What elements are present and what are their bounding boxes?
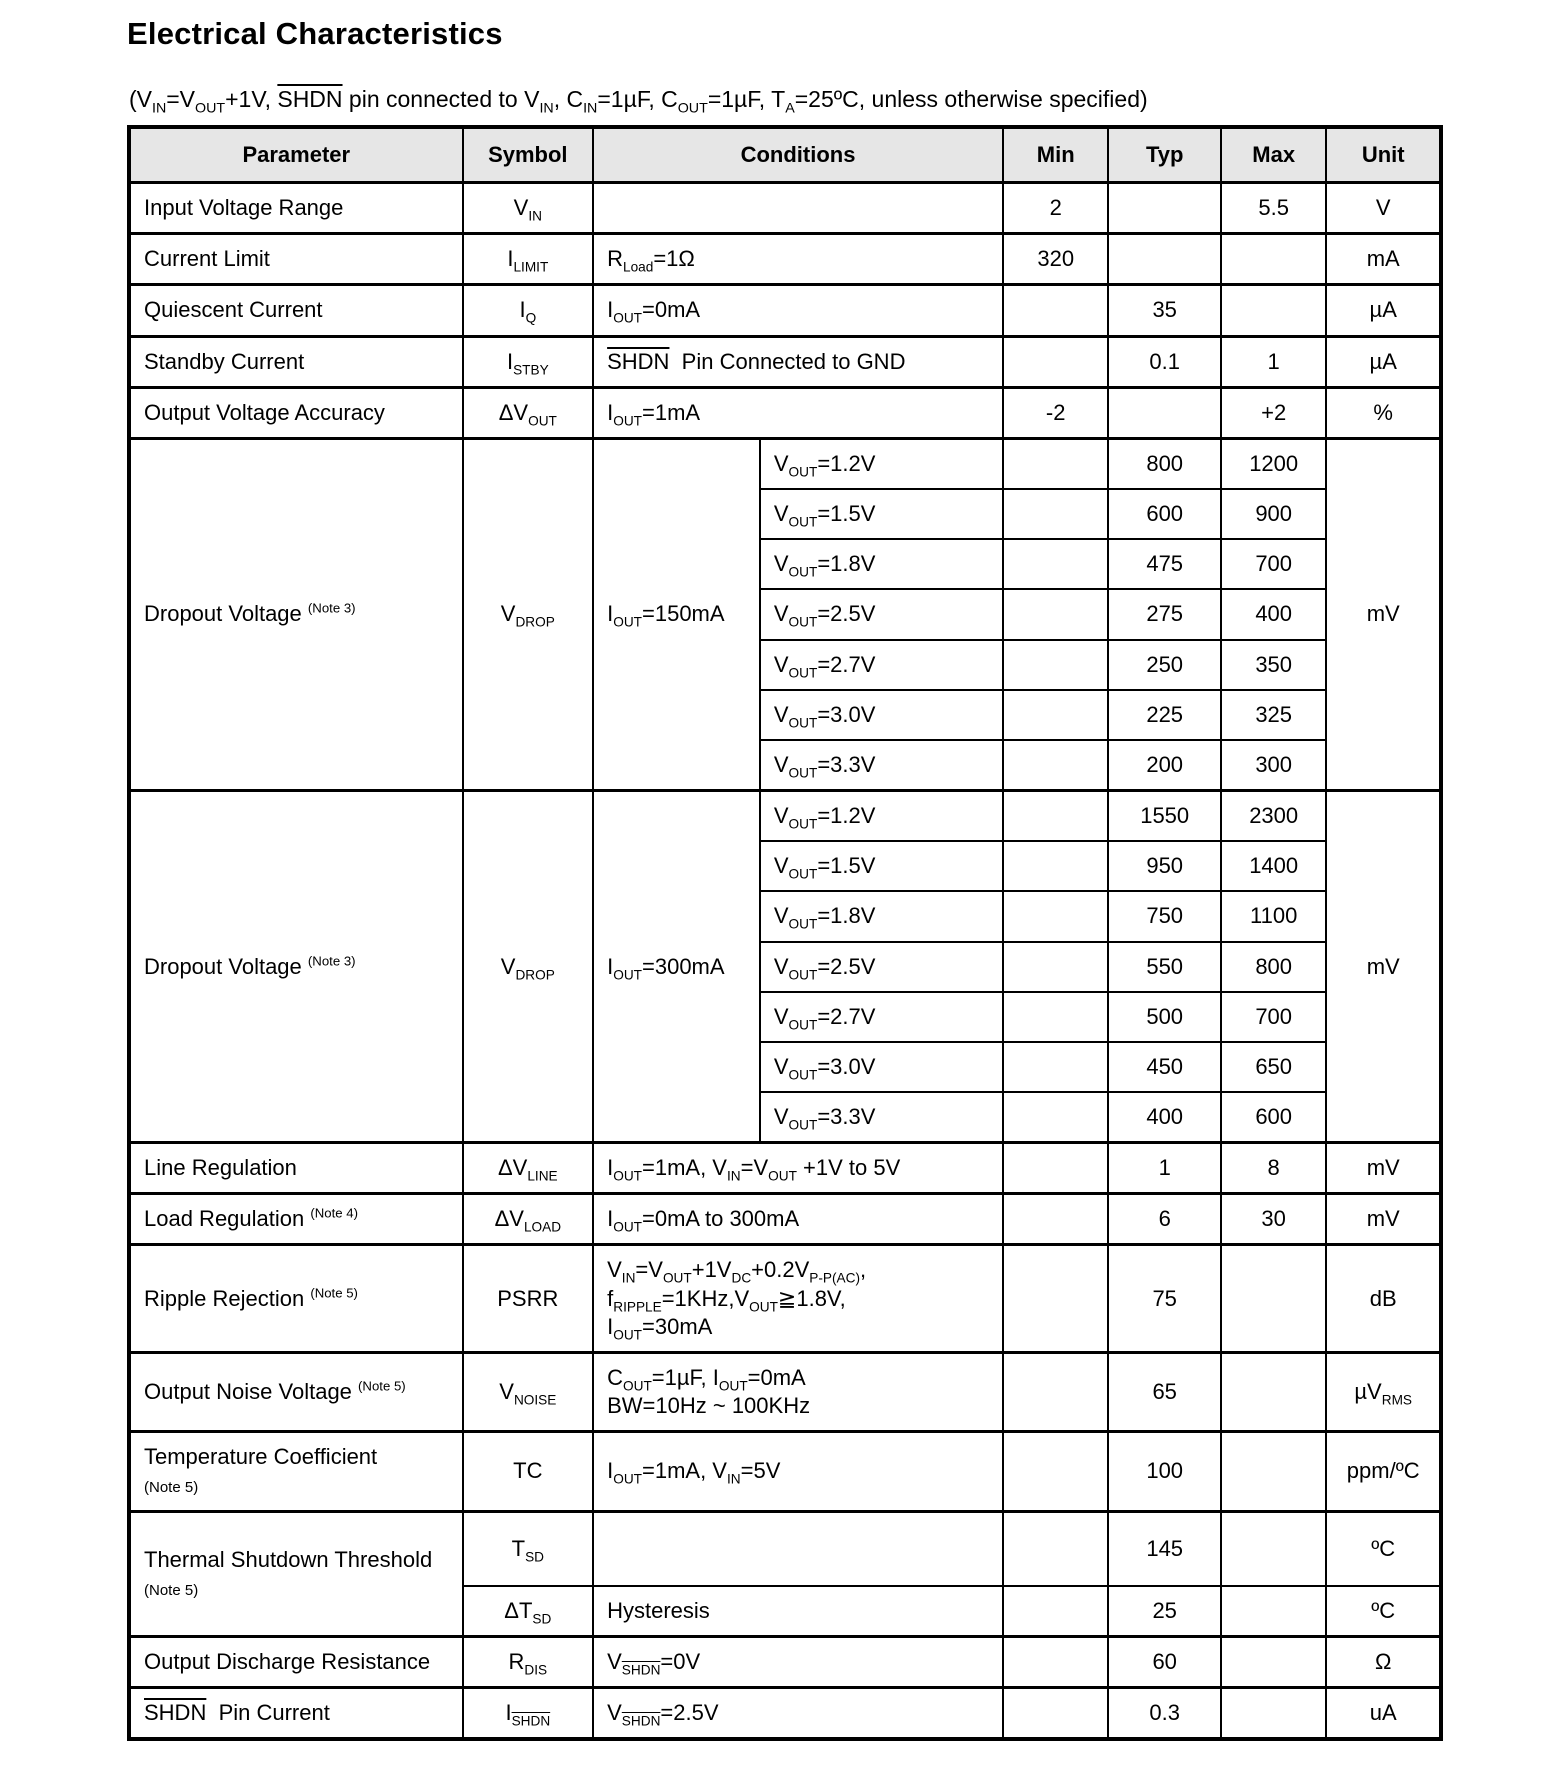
min-cell	[1003, 992, 1108, 1042]
symbol-cell: $\Delta V_{LINE}$	[463, 1143, 594, 1194]
table-row	[129, 285, 1441, 336]
min-cell	[1003, 1194, 1108, 1245]
conditions-cell: $I_{OUT}=1mA$	[593, 387, 1003, 438]
typ-cell: 75	[1108, 1245, 1221, 1352]
min-cell	[1003, 891, 1108, 941]
max-cell	[1221, 1511, 1326, 1586]
table-row	[129, 438, 1441, 489]
conditions-vout-cell: $V_{OUT}=2.5V$	[760, 589, 1003, 639]
parameter-cell: Line Regulation	[129, 1143, 463, 1194]
typ-cell: 500	[1108, 992, 1221, 1042]
table-row	[129, 791, 1441, 842]
conditions-vout-cell: $V_{OUT}=1.2V$	[760, 791, 1003, 842]
parameter-cell: Thermal Shutdown Threshold (Note 5)	[129, 1511, 463, 1636]
parameter-cell: Quiescent Current	[129, 285, 463, 336]
conditions-load-cell: $I_{OUT}=300mA$	[593, 791, 760, 1143]
min-cell	[1003, 1092, 1108, 1143]
min-cell	[1003, 1636, 1108, 1687]
parameter-cell: Ripple Rejection $^{(Note 5)}$	[129, 1245, 463, 1352]
typ-cell: 65	[1108, 1352, 1221, 1431]
max-cell: 325	[1221, 690, 1326, 740]
min-cell	[1003, 841, 1108, 891]
max-cell: 5.5	[1221, 183, 1326, 234]
symbol-cell: $I_{SHDN}$	[463, 1688, 594, 1740]
unit-cell: %	[1326, 387, 1441, 438]
conditions-vout-cell: $V_{OUT}=3.0V$	[760, 690, 1003, 740]
symbol-cell: $I_{LIMIT}$	[463, 234, 594, 285]
min-cell	[1003, 1511, 1108, 1586]
parameter-cell: SHDN Pin Current	[129, 1688, 463, 1740]
max-cell	[1221, 1636, 1326, 1687]
conditions-cell: SHDN Pin Connected to GND	[593, 336, 1003, 387]
conditions-cell: $I_{OUT}=0mA$ to 300mA	[593, 1194, 1003, 1245]
unit-cell: mV	[1326, 1194, 1441, 1245]
min-cell	[1003, 1245, 1108, 1352]
min-cell	[1003, 589, 1108, 639]
parameter-cell: Current Limit	[129, 234, 463, 285]
parameter-cell: Output Noise Voltage $^{(Note 5)}$	[129, 1352, 463, 1431]
symbol-cell: $I_Q$	[463, 285, 594, 336]
unit-cell: µA	[1326, 285, 1441, 336]
symbol-cell: $\Delta V_{OUT}$	[463, 387, 594, 438]
symbol-cell: $T_{SD}$	[463, 1511, 594, 1586]
max-cell: 30	[1221, 1194, 1326, 1245]
typ-cell: 60	[1108, 1636, 1221, 1687]
column-header-min: Min	[1003, 127, 1108, 183]
table-row	[129, 387, 1441, 438]
min-cell	[1003, 539, 1108, 589]
table-body	[129, 183, 1441, 1740]
table-row	[129, 1245, 1441, 1352]
typ-cell: 450	[1108, 1042, 1221, 1092]
conditions-vout-cell: $V_{OUT}=1.8V$	[760, 891, 1003, 941]
parameter-cell: Output Voltage Accuracy	[129, 387, 463, 438]
max-cell: 1	[1221, 336, 1326, 387]
table-row	[129, 1636, 1441, 1687]
column-header-max: Max	[1221, 127, 1326, 183]
typ-cell	[1108, 234, 1221, 285]
max-cell	[1221, 1586, 1326, 1637]
symbol-cell: $I_{STBY}$	[463, 336, 594, 387]
conditions-cell	[593, 183, 1003, 234]
conditions-cell: $V_{IN}=V_{OUT}+1V_{DC}+0.2V_{P-P(AC)}$, $f_{RIPPLE}=1KHz,V_{OUT}≧1.8V$, $I_{OUT}=30mA$	[593, 1245, 1003, 1352]
typ-cell	[1108, 183, 1221, 234]
table-row	[129, 234, 1441, 285]
column-header-unit: Unit	[1326, 127, 1441, 183]
conditions-cell: $V_{SHDN}=0V$	[593, 1636, 1003, 1687]
max-cell: 700	[1221, 539, 1326, 589]
typ-cell: 0.1	[1108, 336, 1221, 387]
column-header-typ: Typ	[1108, 127, 1221, 183]
unit-cell: dB	[1326, 1245, 1441, 1352]
unit-cell: V	[1326, 183, 1441, 234]
symbol-cell: $\Delta V_{LOAD}$	[463, 1194, 594, 1245]
min-cell: 2	[1003, 183, 1108, 234]
table-row	[129, 1194, 1441, 1245]
typ-cell: 400	[1108, 1092, 1221, 1143]
unit-cell: ºC	[1326, 1511, 1441, 1586]
min-cell	[1003, 285, 1108, 336]
max-cell: 1200	[1221, 438, 1326, 489]
symbol-cell: $R_{DIS}$	[463, 1636, 594, 1687]
typ-cell: 475	[1108, 539, 1221, 589]
unit-cell: mA	[1326, 234, 1441, 285]
max-cell: 1400	[1221, 841, 1326, 891]
conditions-cell: $R_{Load}=1\Omega$	[593, 234, 1003, 285]
conditions-vout-cell: $V_{OUT}=1.5V$	[760, 489, 1003, 539]
typ-cell: 100	[1108, 1432, 1221, 1511]
typ-cell: 200	[1108, 740, 1221, 791]
typ-cell: 6	[1108, 1194, 1221, 1245]
max-cell: 350	[1221, 640, 1326, 690]
min-cell	[1003, 1586, 1108, 1637]
typ-cell: 275	[1108, 589, 1221, 639]
min-cell	[1003, 690, 1108, 740]
max-cell	[1221, 1432, 1326, 1511]
typ-cell: 1550	[1108, 791, 1221, 842]
table-row	[129, 1511, 1441, 1586]
typ-cell: 550	[1108, 942, 1221, 992]
max-cell: 400	[1221, 589, 1326, 639]
unit-cell: mV	[1326, 438, 1441, 790]
conditions-load-cell: $I_{OUT}=150mA$	[593, 438, 760, 790]
min-cell: -2	[1003, 387, 1108, 438]
min-cell	[1003, 942, 1108, 992]
typ-cell: 0.3	[1108, 1688, 1221, 1740]
parameter-cell: Output Discharge Resistance	[129, 1636, 463, 1687]
conditions-vout-cell: $V_{OUT}=3.0V$	[760, 1042, 1003, 1092]
unit-cell: µV$_{RMS}$	[1326, 1352, 1441, 1431]
max-cell: 300	[1221, 740, 1326, 791]
min-cell	[1003, 791, 1108, 842]
max-cell: 1100	[1221, 891, 1326, 941]
typ-cell: 225	[1108, 690, 1221, 740]
conditions-vout-cell: $V_{OUT}=1.5V$	[760, 841, 1003, 891]
unit-cell: uA	[1326, 1688, 1441, 1740]
min-cell	[1003, 336, 1108, 387]
max-cell: 2300	[1221, 791, 1326, 842]
parameter-cell: Standby Current	[129, 336, 463, 387]
table-row	[129, 183, 1441, 234]
conditions-vout-cell: $V_{OUT}=1.2V$	[760, 438, 1003, 489]
typ-cell: 800	[1108, 438, 1221, 489]
max-cell: 600	[1221, 1092, 1326, 1143]
conditions-cell: $V_{SHDN}=2.5V$	[593, 1688, 1003, 1740]
table-header	[129, 127, 1441, 183]
max-cell: 800	[1221, 942, 1326, 992]
parameter-cell: Input Voltage Range	[129, 183, 463, 234]
symbol-cell: TC	[463, 1432, 594, 1511]
typ-cell: 950	[1108, 841, 1221, 891]
min-cell	[1003, 1352, 1108, 1431]
symbol-cell: $V_{NOISE}$	[463, 1352, 594, 1431]
max-cell: +2	[1221, 387, 1326, 438]
min-cell	[1003, 1143, 1108, 1194]
max-cell: 8	[1221, 1143, 1326, 1194]
typ-cell: 250	[1108, 640, 1221, 690]
min-cell	[1003, 1688, 1108, 1740]
min-cell	[1003, 640, 1108, 690]
table-row	[129, 1143, 1441, 1194]
table-row	[129, 1352, 1441, 1431]
conditions-cell: $C_{OUT}=1\mu F$, $I_{OUT}=0mA$ BW=10Hz ~ 100KHz	[593, 1352, 1003, 1431]
symbol-cell: $V_{DROP}$	[463, 438, 594, 790]
table-row	[129, 336, 1441, 387]
typ-cell	[1108, 387, 1221, 438]
typ-cell: 35	[1108, 285, 1221, 336]
max-cell: 650	[1221, 1042, 1326, 1092]
min-cell	[1003, 1432, 1108, 1511]
table-row	[129, 1688, 1441, 1740]
typ-cell: 750	[1108, 891, 1221, 941]
max-cell	[1221, 1688, 1326, 1740]
conditions-cell: $I_{OUT}=0mA$	[593, 285, 1003, 336]
unit-cell: ppm/ºC	[1326, 1432, 1441, 1511]
unit-cell: Ω	[1326, 1636, 1441, 1687]
min-cell	[1003, 438, 1108, 489]
max-cell: 900	[1221, 489, 1326, 539]
conditions-vout-cell: $V_{OUT}=2.7V$	[760, 640, 1003, 690]
symbol-cell: $V_{IN}$	[463, 183, 594, 234]
parameter-cell: Load Regulation $^{(Note 4)}$	[129, 1194, 463, 1245]
unit-cell: mV	[1326, 791, 1441, 1143]
unit-cell: ºC	[1326, 1586, 1441, 1637]
table-header-row	[129, 127, 1441, 183]
parameter-cell: Dropout Voltage $^{(Note 3)}$	[129, 438, 463, 790]
typ-cell: 25	[1108, 1586, 1221, 1637]
conditions-vout-cell: $V_{OUT}=3.3V$	[760, 740, 1003, 791]
symbol-cell: $\Delta T_{SD}$	[463, 1586, 594, 1637]
column-header-symbol: Symbol	[463, 127, 594, 183]
max-cell	[1221, 234, 1326, 285]
min-cell	[1003, 489, 1108, 539]
conditions-vout-cell: $V_{OUT}=2.5V$	[760, 942, 1003, 992]
page-title: Electrical Characteristics	[127, 16, 503, 51]
symbol-cell: $V_{DROP}$	[463, 791, 594, 1143]
min-cell	[1003, 740, 1108, 791]
conditions-vout-cell: $V_{OUT}=3.3V$	[760, 1092, 1003, 1143]
conditions-cell	[593, 1511, 1003, 1586]
column-header-parameter: Parameter	[129, 127, 463, 183]
test-conditions-note: ($V_{IN}=V_{OUT}+1V$, SHDN pin connected to $V_{IN}$, $C_{IN}=1\mu F$, $C_{OUT}=1\mu F$, $T_A=25ºC$, unless otherwise specified)	[129, 86, 1148, 117]
unit-cell: µA	[1326, 336, 1441, 387]
typ-cell: 1	[1108, 1143, 1221, 1194]
conditions-vout-cell: $V_{OUT}=2.7V$	[760, 992, 1003, 1042]
parameter-cell: Dropout Voltage $^{(Note 3)}$	[129, 791, 463, 1143]
conditions-cell: $I_{OUT}=1mA$, $V_{IN}=5V$	[593, 1432, 1003, 1511]
parameter-cell: Temperature Coefficient (Note 5)	[129, 1432, 463, 1511]
typ-cell: 600	[1108, 489, 1221, 539]
typ-cell: 145	[1108, 1511, 1221, 1586]
min-cell: 320	[1003, 234, 1108, 285]
conditions-cell: $I_{OUT}=1mA$, $V_{IN}=V_{OUT} +1V$ to 5V	[593, 1143, 1003, 1194]
max-cell	[1221, 1245, 1326, 1352]
symbol-cell: PSRR	[463, 1245, 594, 1352]
max-cell: 700	[1221, 992, 1326, 1042]
max-cell	[1221, 285, 1326, 336]
unit-cell: mV	[1326, 1143, 1441, 1194]
conditions-vout-cell: $V_{OUT}=1.8V$	[760, 539, 1003, 589]
column-header-conditions: Conditions	[593, 127, 1003, 183]
max-cell	[1221, 1352, 1326, 1431]
min-cell	[1003, 1042, 1108, 1092]
conditions-cell: Hysteresis	[593, 1586, 1003, 1637]
table-row	[129, 1432, 1441, 1511]
electrical-characteristics-table	[127, 125, 1443, 1741]
